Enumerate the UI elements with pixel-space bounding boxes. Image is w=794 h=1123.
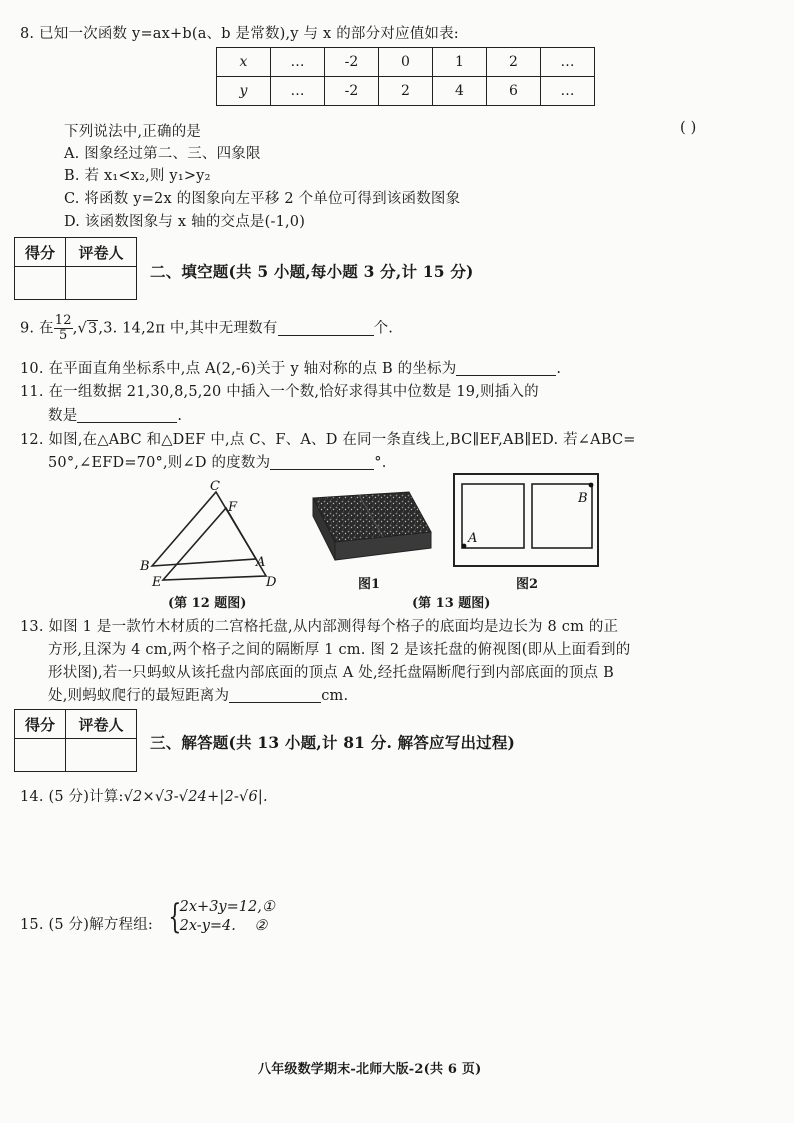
q10-text: 10. 在平面直角坐标系中,点 A(2,-6)关于 y 轴对称的点 B 的坐标为 [20,361,457,377]
table-cell: 4 [433,77,487,106]
grader-label: 评卷人 [66,710,137,739]
q9-suffix: 个. [373,320,394,337]
q9-rest: ,3. 14,2π 中,其中无理数有 [98,320,278,337]
label-b: B [140,559,150,574]
q10-answer-blank[interactable] [456,360,556,376]
q11-line2 [48,404,182,425]
fig13-fig1-label: 图1 [358,577,381,592]
q8-stem: 8. 已知一次函数 y=ax+b(a、b 是常数),y 与 x 的部分对应值如表: [20,26,459,42]
q13-text: 处,则蚂蚁爬行的最短距离为 [48,688,230,704]
grader-cell [66,267,137,300]
page-footer: 八年级数学期末-北师大版-2(共 6 页) [258,1062,482,1077]
q13-answer-blank[interactable] [229,687,321,703]
label-d: D [266,575,277,588]
table-cell: -2 [325,48,379,77]
q13-line1: 13. 如图 1 是一款竹木材质的二宫格托盘,从内部测得每个格子的底面均是边长为 8 cm 的正 [20,619,619,635]
point-a-label: A [468,531,478,546]
q8-option-d: D. 该函数图象与 x 轴的交点是(-1,0) [64,214,306,230]
table-row [217,48,595,77]
q15-eq2: 2x-y=4. ② [179,918,268,934]
table-cell: 2 [487,48,541,77]
brace-icon: { [168,897,182,937]
q15-eq1: 2x+3y=12,① [179,899,275,915]
table-cell: … [271,77,325,106]
q9-prefix: 9. 在 [20,320,54,337]
score-label: 得分 [15,238,66,267]
q15 [20,913,153,934]
fraction-denominator: 5 [58,328,68,343]
q14 [20,785,268,806]
score-cell [15,739,66,772]
q15-system [164,898,275,936]
q13-line2: 方形,且深为 4 cm,两个格子之间的隔断厚 1 cm. 图 2 是该托盘的俯视图(即从上面看到的 [48,642,631,658]
table-row [217,77,595,106]
score-box [14,237,137,300]
table-cell: 6 [487,77,541,106]
xy-value-table [216,47,595,106]
grader-cell [66,739,137,772]
triangle-def [163,508,266,580]
section3-title: 三、解答题(共 13 小题,计 81 分. 解答应写出过程) [150,733,516,752]
table-cell: -2 [325,77,379,106]
fig13-tray-picture [305,488,437,568]
q9-answer-blank[interactable] [278,320,374,336]
table-header-y: y [217,77,271,106]
table-cell: 1 [433,48,487,77]
table-cell: … [541,77,595,106]
q11-text: 数是 [48,408,78,424]
score-label: 得分 [15,710,66,739]
q8-option-a: A. 图象经过第二、三、四象限 [64,146,261,162]
q12-line1: 12. 如图,在△ABC 和△DEF 中,点 C、F、A、D 在同一条直线上,BC∥EF,AB∥ED. 若∠ABC= [20,432,636,448]
q15-prefix: 15. (5 分)解方程组: [20,917,154,933]
q10-suffix: . [556,361,562,377]
table-cell: 0 [379,48,433,77]
fraction [54,314,73,343]
label-f: F [228,500,238,515]
q12-suffix: °. [374,455,387,471]
table-cell: … [271,48,325,77]
label-a: A [256,555,266,570]
fraction-numerator: 12 [54,313,72,328]
label-e: E [152,575,162,588]
table-cell: … [541,48,595,77]
q12-line2 [48,451,387,472]
table-header-x: x [217,48,271,77]
section2-title: 二、填空题(共 5 小题,每小题 3 分,计 15 分) [150,262,474,281]
q11-line1: 11. 在一组数据 21,30,8,5,20 中插入一个数,恰好求得其中位数是 19,则插入的 [20,384,539,400]
score-box [14,709,137,772]
q14-prefix: 14. (5 分)计算: [20,789,124,805]
q8-option-c: C. 将函数 y=2x 的图象向左平移 2 个单位可得到该函数图象 [64,191,461,207]
q8-option-b: B. 若 x₁<x₂,则 y₁>y₂ [64,168,211,184]
grader-label: 评卷人 [66,238,137,267]
q8-prompt: 下列说法中,正确的是 [64,124,202,140]
q13-suffix: cm. [321,688,349,704]
triangle-abc [152,492,256,566]
q10 [20,357,561,378]
q13-line4 [48,684,348,705]
fig13-caption: (第 13 题图) [412,596,491,611]
q9-sep: ,√ [72,320,87,337]
q8-answer-paren: ( ) [680,120,697,136]
fig13-top-view [452,472,602,570]
q11-suffix: . [177,408,183,424]
q12-answer-blank[interactable] [270,454,374,470]
table-cell: 2 [379,77,433,106]
q14-expression: √2×√3-√24+|2-√6|. [123,789,268,805]
fig12-caption: (第 12 题图) [168,596,247,611]
q13-line3: 形状图),若一只蚂蚁从该托盘内部底面的顶点 A 处,经托盘隔断爬行到内部底面的顶点 B [48,665,614,681]
sqrt-arg: 3 [87,320,98,337]
fig12-triangles [130,478,290,588]
fig13-fig2-label: 图2 [516,577,539,592]
label-c: C [210,479,220,494]
score-cell [15,267,66,300]
q9 [20,314,393,343]
q12-text: 50°,∠EFD=70°,则∠D 的度数为 [48,455,271,471]
q11-answer-blank[interactable] [77,407,177,423]
point-b-label: B [578,491,588,506]
